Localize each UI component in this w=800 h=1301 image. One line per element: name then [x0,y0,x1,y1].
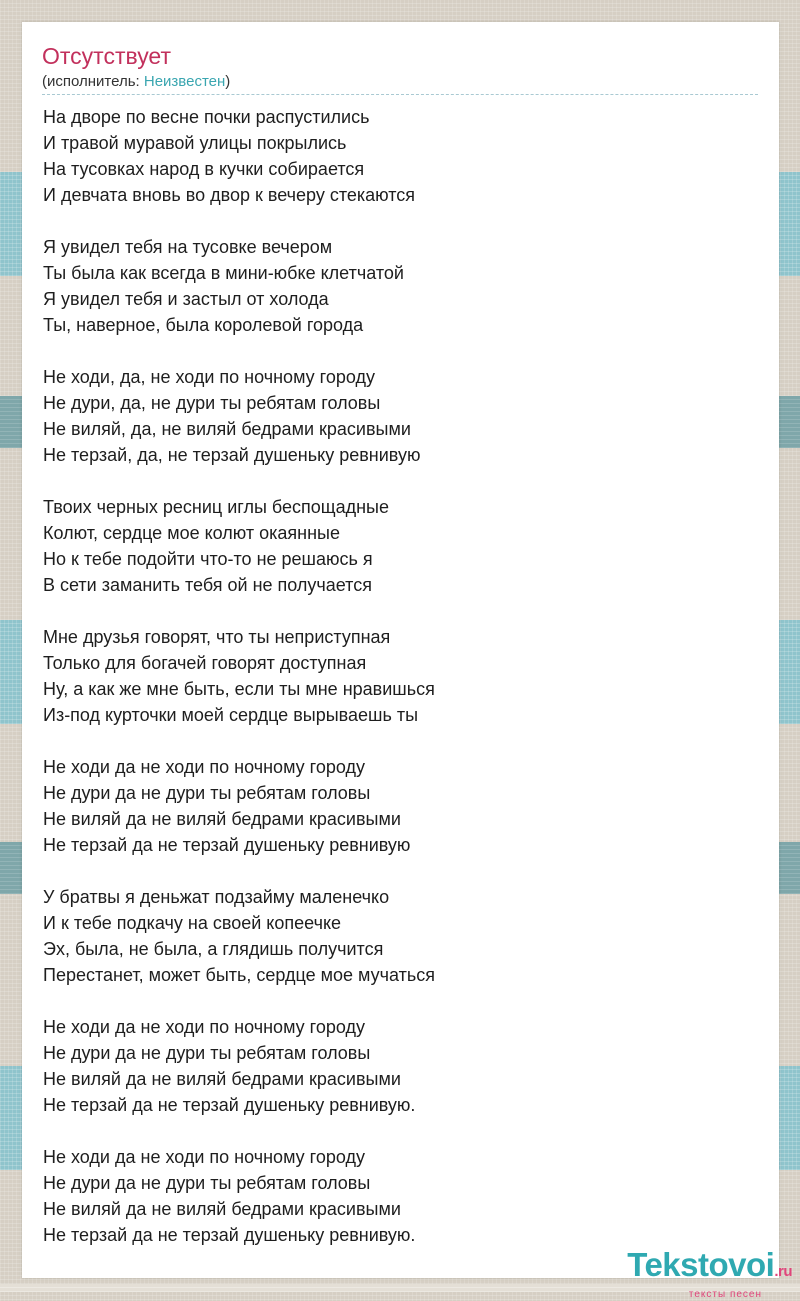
lyric-line: Эх, была, не была, а глядишь получится [43,939,384,959]
lyrics-stanza [43,624,763,728]
lyric-line: Только для богачей говорят доступная [43,653,367,673]
lyric-line: Не дури да не дури ты ребятам головы [43,783,371,803]
logo-wordmark [582,1248,792,1289]
lyrics-stanza [43,364,763,468]
song-title: Отсутствует [42,43,171,69]
lyric-line: Не терзай да не терзай душеньку ревнивую [43,835,411,855]
lyrics-stanza [43,234,763,338]
lyric-line: Не терзай да не терзай душеньку ревнивую. [43,1095,416,1115]
lyrics-stanza [43,104,763,208]
lyric-line: Не дури да не дури ты ребятам головы [43,1043,371,1063]
lyric-line: И девчата вновь во двор к вечеру стекаются [43,185,416,205]
lyric-line: Из-под курточки моей сердце вырываешь ты [43,705,419,725]
lyrics-stanza [43,1014,763,1118]
lyrics-stanza [43,754,763,858]
lyric-line: У братвы я деньжат подзайму маленечко [43,887,390,907]
logo-tld: .ru [774,1263,792,1280]
lyrics-body [43,104,763,1274]
lyric-line: Не дури да не дури ты ребятам головы [43,1173,371,1193]
lyric-line: На дворе по весне почки распустились [43,107,370,127]
lyric-line: Не ходи да не ходи по ночному городу [43,1147,365,1167]
lyric-line: Колют, сердце мое колют окаянные [43,523,340,543]
artist-link[interactable]: Неизвестен [143,73,226,90]
lyric-line: В сети заманить тебя ой не получается [43,575,372,595]
logo-tagline: тексты песен [688,1289,762,1300]
lyric-line: Не терзай да не терзай душеньку ревнивую. [43,1225,416,1245]
lyric-line: Не дури, да, не дури ты ребятам головы [43,393,381,413]
lyrics-card [22,22,779,1278]
lyric-line: Не ходи, да, не ходи по ночному городу [43,367,375,387]
lyric-line: Я увидел тебя на тусовке вечером [43,237,333,257]
lyrics-stanza [43,494,763,598]
lyric-line: Я увидел тебя и застыл от холода [43,289,329,309]
artist-line [42,72,230,92]
lyric-line: Ты была как всегда в мини-юбке клетчатой [43,263,404,283]
title-divider [42,94,758,95]
lyric-line: Не виляй да не виляй бедрами красивыми [43,1069,401,1089]
artist-prefix: (исполнитель: [42,73,144,90]
lyric-line: Но к тебе подойти что-то не решаюсь я [43,549,373,569]
lyric-line: Не ходи да не ходи по ночному городу [43,757,365,777]
lyric-line: Ты, наверное, была королевой города [43,315,364,335]
lyric-line: Перестанет, может быть, сердце мое мучаться [43,965,435,985]
lyric-line: Не виляй да не виляй бедрами красивыми [43,809,401,829]
lyric-line: Ну, а как же мне быть, если ты мне нравишься [43,679,435,699]
lyric-line: Твоих черных ресниц иглы беспощадные [43,497,389,517]
lyric-line: Не виляй да не виляй бедрами красивыми [43,1199,401,1219]
lyric-line: На тусовках народ в кучки собирается [43,159,365,179]
lyric-line: И травой муравой улицы покрылись [43,133,347,153]
lyrics-stanza [43,1144,763,1248]
lyric-line: Не ходи да не ходи по ночному городу [43,1017,365,1037]
site-logo[interactable] [582,1246,792,1300]
lyric-line: Не терзай, да, не терзай душеньку ревнивую [43,445,421,465]
logo-name: Tekstovoi [627,1246,775,1283]
artist-suffix: ) [225,73,231,90]
lyric-line: Не виляй, да, не виляй бедрами красивыми [43,419,411,439]
lyric-line: Мне друзья говорят, что ты неприступная [43,627,391,647]
lyric-line: И к тебе подкачу на своей копеечке [43,913,342,933]
lyrics-stanza [43,884,763,988]
